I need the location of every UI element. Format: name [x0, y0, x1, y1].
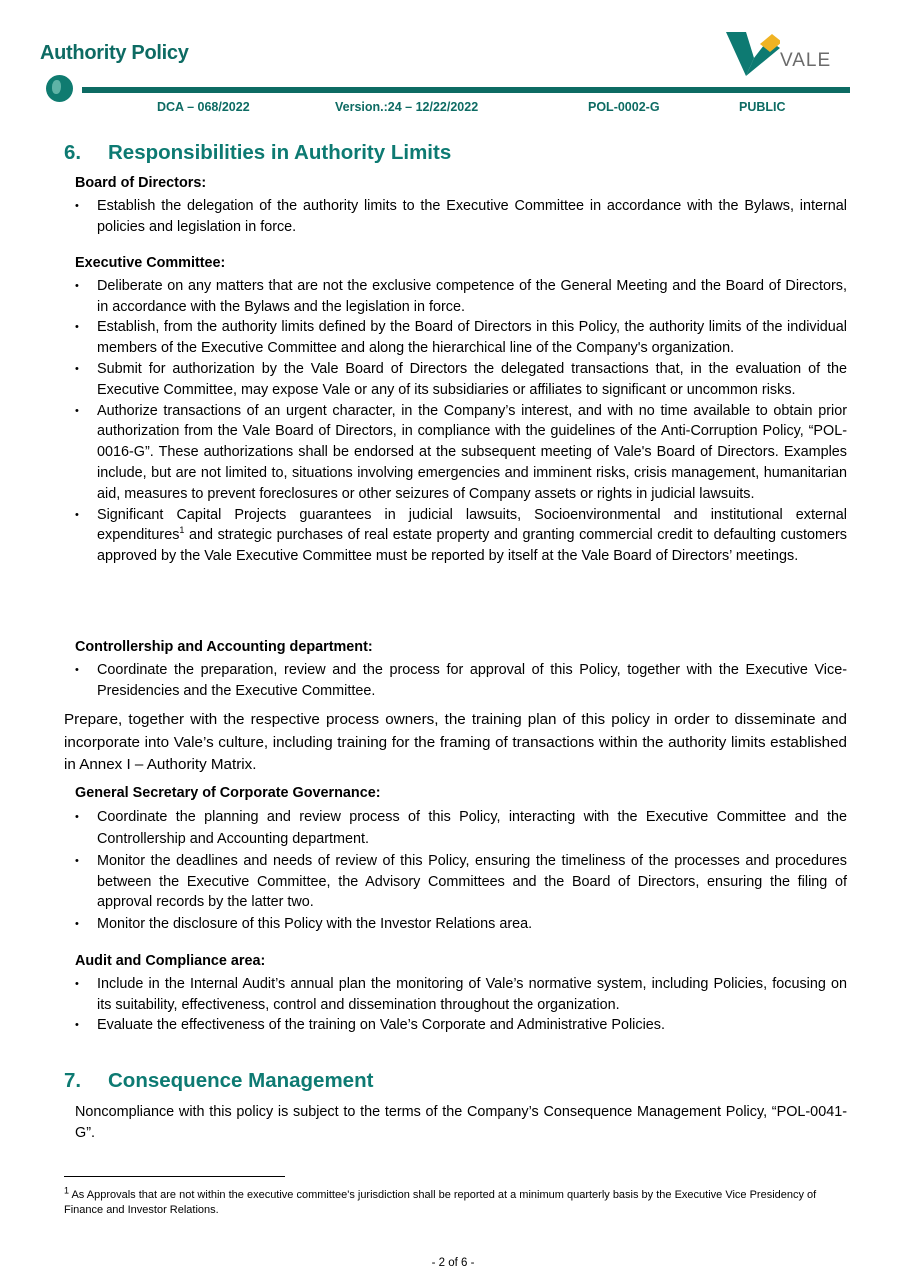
footnote	[64, 1185, 844, 1218]
subsection-title: Audit and Compliance area:	[75, 953, 266, 969]
audit-compliance-block	[75, 951, 847, 1036]
page-number: - 2 of 6 -	[431, 1257, 475, 1269]
logo-text: VALE	[780, 50, 832, 71]
list-item-text: and strategic purchases of real estate property and granting commercial credit to defaulting customers approved by the Vale Executive Committee must be reported by itself at the Vale Board of Directors’ meetings.	[97, 527, 847, 565]
footnote-marker: 1	[64, 1185, 70, 1196]
footnote-reference[interactable]: 1	[179, 525, 185, 536]
list-item: • Authorize transactions of an urgent character, in the Company’s interest, and with no time available to obtain prior authorization from the Vale Board of Directors, in compliance with the guidelines of the Anti-Corruption Policy, “POL-0016-G”. These authorizations shall be endorsed at the subsequent meeting of Vale's Board of Directors. Examples include, but are not limited to, situations involving emergencies and imminent risks, crisis management, humanitarian aid, measures to prevent foreclosures or other seizures of Company assets or rights in judicial lawsuits.	[75, 401, 847, 505]
section-number: 6.	[64, 141, 82, 164]
section-title: Responsibilities in Authority Limits	[108, 141, 452, 164]
header-divider	[82, 87, 850, 93]
section-6-heading	[64, 141, 451, 165]
controllership-block	[75, 637, 847, 701]
section-7-heading	[64, 1069, 373, 1093]
list-item: • Evaluate the effectiveness of the training on Vale’s Corporate and Administrative Policies.	[75, 1015, 847, 1036]
list-item: • Monitor the deadlines and needs of review of this Policy, ensuring the timeliness of the processes and procedures between the Executive Committee, the Advisory Committees and the Board of Directors, ensuring the filing of approval records by the latter two.	[75, 851, 847, 913]
doc-classification: PUBLIC	[739, 100, 786, 114]
list-item: • Coordinate the preparation, review and the process for approval of this Policy, together with the Executive Vice-Presidencies and the Executive Committee.	[75, 660, 847, 702]
document-title: Authority Policy	[40, 42, 189, 64]
list-item	[75, 505, 847, 567]
board-of-directors-block	[75, 173, 847, 237]
footnote-text: As Approvals that are not within the executive committee's jurisdiction shall be reported at a minimum quarterly basis by the Executive Vice Presidency of Finance and Investor Relations.	[64, 1189, 817, 1216]
list-item: • Establish the delegation of the authority limits to the Executive Committee in accordance with the Bylaws, internal policies and legislation in force.	[75, 196, 847, 238]
list-item: • Coordinate the planning and review process of this Policy, interacting with the Executive Committee and the Controllership and Accounting department.	[75, 806, 847, 851]
list-item: • Include in the Internal Audit’s annual plan the monitoring of Vale’s normative system, including Policies, focusing on its suitability, effectiveness, control and dissemination throughout the organization.	[75, 974, 847, 1016]
list-item: • Establish, from the authority limits defined by the Board of Directors in this Policy, the authority limits of the individual members of the Executive Committee and along the hierarchical line of the Company's organization.	[75, 317, 847, 359]
list-item: • Monitor the disclosure of this Policy with the Investor Relations area.	[75, 913, 847, 936]
vale-logo	[724, 30, 844, 78]
footnote-divider	[64, 1176, 285, 1177]
section-title: Consequence Management	[108, 1069, 374, 1092]
training-paragraph: Prepare, together with the respective process owners, the training plan of this policy in order to disseminate and incorporate into Vale’s culture, including training for the framing of transactions within the authority limits established in Annex I – Authority Matrix.	[64, 711, 847, 773]
subsection-title: Board of Directors:	[75, 175, 207, 191]
executive-committee-block	[75, 253, 847, 567]
doc-reference: DCA – 068/2022	[157, 100, 250, 114]
vale-logo-mark-icon	[724, 30, 780, 78]
doc-code: POL-0002-G	[588, 100, 660, 114]
subsection-title: Executive Committee:	[75, 255, 226, 271]
subsection-title: Controllership and Accounting department:	[75, 639, 373, 655]
general-secretary-block	[75, 783, 847, 936]
list-item-text: Significant Capital Projects guarantees in judicial lawsuits, Socioenvironmental and institutional external expenditures	[97, 506, 847, 544]
globe-icon	[46, 75, 73, 102]
doc-version: Version.:24 – 12/22/2022	[335, 100, 479, 114]
list-item: • Submit for authorization by the Vale Board of Directors the delegated transactions that, in the evaluation of the Executive Committee, may expose Vale or any of its subsidiaries or affiliates to significant or uncommon risks.	[75, 359, 847, 401]
subsection-title: General Secretary of Corporate Governance:	[75, 785, 381, 801]
consequence-text: Noncompliance with this policy is subject to the terms of the Company’s Consequence Management Policy, “POL-0041-G”.	[75, 1104, 847, 1141]
section-number: 7.	[64, 1069, 82, 1092]
list-item: • Deliberate on any matters that are not the exclusive competence of the General Meeting and the Board of Directors, in accordance with the Bylaws and the legislation in force.	[75, 276, 847, 318]
